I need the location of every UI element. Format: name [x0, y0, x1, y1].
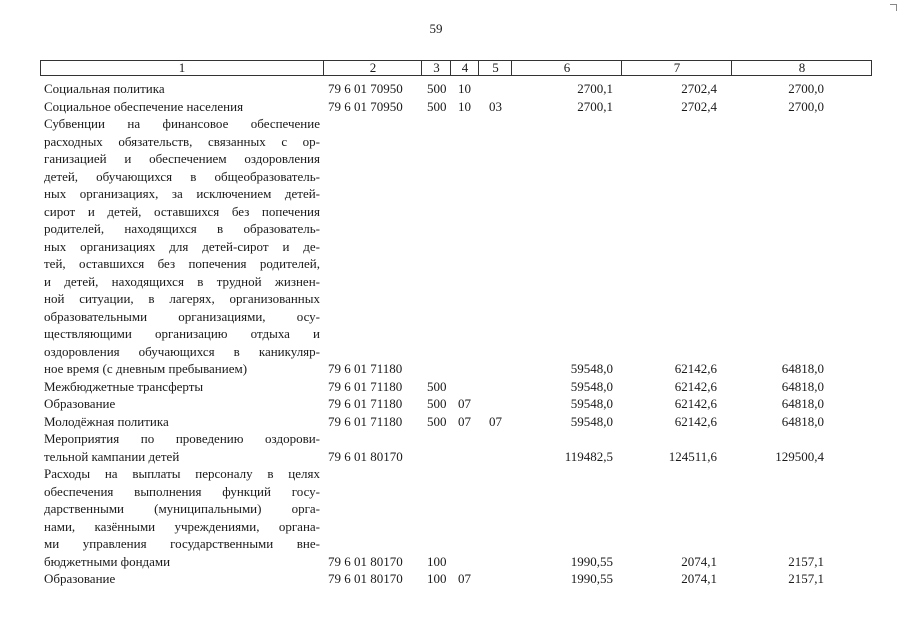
- description-line: Молодёжная политика: [44, 413, 169, 429]
- row-description: [44, 570, 320, 588]
- amount-col-8: 2700,0: [788, 81, 824, 96]
- budget-code: 79 6 01 80170: [328, 448, 403, 464]
- table-row: [0, 115, 905, 378]
- description-line: Социальное обеспечение населения: [44, 98, 244, 114]
- description-line: детей, обучающихся в общеобразователь-: [44, 168, 320, 184]
- section-code: 07: [458, 571, 471, 586]
- subsection-code: 03: [489, 98, 502, 114]
- expense-type-code: 500: [427, 396, 447, 411]
- corner-mark: [890, 4, 897, 11]
- header-col-3: 3: [421, 61, 451, 75]
- description-line: Расходы на выплаты персоналу в целях: [44, 466, 320, 481]
- budget-code: 79 6 01 70950: [328, 81, 403, 96]
- description-line: Образование: [44, 571, 116, 586]
- description-line: ми управления государственными вне-: [44, 536, 320, 551]
- amount-col-7: 62142,6: [674, 378, 717, 394]
- header-col-5: 5: [478, 61, 512, 75]
- expense-type-code: 500: [427, 378, 447, 394]
- amount-col-7: 62142,6: [674, 413, 717, 429]
- description-line: ное время (с дневным пребыванием): [44, 361, 248, 376]
- table-row: [0, 570, 905, 588]
- table-row: [0, 98, 905, 116]
- row-description: [44, 465, 320, 570]
- section-code: 10: [458, 98, 471, 114]
- expense-type-code: 500: [427, 81, 447, 96]
- expense-type-code: 100: [427, 571, 447, 586]
- subsection-code: 07: [489, 413, 502, 429]
- description-line: ной ситуации, в лагерях, организованных: [44, 291, 320, 306]
- amount-col-7: 2702,4: [681, 98, 717, 114]
- description-line: и детей, находящихся в трудной жизнен-: [44, 273, 320, 289]
- budget-code: 79 6 01 71180: [328, 361, 403, 376]
- description-line: сирот и детей, оставшихся без попечения: [44, 203, 320, 219]
- description-line: ществляющими организацию отдыха и: [44, 326, 320, 341]
- header-col-7: 7: [621, 61, 732, 75]
- amount-col-6: 119482,5: [564, 448, 613, 464]
- section-code: 07: [458, 413, 471, 429]
- header-col-4: 4: [450, 61, 479, 75]
- section-code: 07: [458, 396, 471, 411]
- amount-col-6: 1990,55: [570, 571, 613, 586]
- table-row: [0, 395, 905, 413]
- budget-code: 79 6 01 70950: [328, 98, 403, 114]
- description-line: Социальная политика: [44, 81, 165, 96]
- amount-col-8: 129500,4: [775, 448, 824, 464]
- description-line: нами, казёнными учреждениями, органа-: [44, 518, 320, 534]
- expense-type-code: 500: [427, 98, 447, 114]
- table-row: [0, 430, 905, 465]
- expense-type-code: 500: [427, 413, 447, 429]
- description-line: оздоровления обучающихся в каникуляр-: [44, 343, 320, 359]
- description-line: родителей, находящихся в образователь-: [44, 221, 320, 236]
- amount-col-8: 2157,1: [788, 571, 824, 586]
- table-body: [0, 80, 905, 588]
- description-line: образовательными организациями, осу-: [44, 308, 320, 324]
- row-description: [44, 395, 320, 413]
- page-number: 59: [429, 21, 443, 36]
- header-col-8: 8: [731, 61, 872, 75]
- amount-col-6: 1990,55: [570, 553, 613, 569]
- row-description: [44, 430, 320, 465]
- description-line: Межбюджетные трансферты: [44, 378, 204, 394]
- row-description: [44, 378, 320, 396]
- amount-col-7: 62142,6: [674, 396, 717, 411]
- header-col-2: 2: [323, 61, 422, 75]
- budget-code: 79 6 01 71180: [328, 396, 403, 411]
- description-line: дарственными (муниципальными) орга-: [44, 501, 320, 516]
- section-code: 10: [458, 81, 471, 96]
- amount-col-8: 64818,0: [781, 413, 824, 429]
- description-line: Субвенции на финансовое обеспечение: [44, 116, 320, 131]
- budget-code: 79 6 01 80170: [328, 571, 403, 586]
- description-line: обеспечения выполнения функций госу-: [44, 483, 320, 499]
- amount-col-7: 124511,6: [668, 448, 717, 464]
- expense-type-code: 100: [427, 553, 447, 569]
- budget-code: 79 6 01 71180: [328, 378, 403, 394]
- budget-code: 79 6 01 71180: [328, 413, 403, 429]
- table-row: [0, 80, 905, 98]
- row-description: [44, 80, 320, 98]
- amount-col-8: 64818,0: [781, 396, 824, 411]
- amount-col-8: 2700,0: [788, 98, 824, 114]
- amount-col-6: 59548,0: [570, 378, 613, 394]
- amount-col-6: 2700,1: [577, 81, 613, 96]
- amount-col-6: 59548,0: [570, 361, 613, 376]
- row-description: [44, 115, 320, 378]
- amount-col-7: 2702,4: [681, 81, 717, 96]
- description-line: бюджетными фондами: [44, 553, 171, 569]
- description-line: ных организациях, за исключением детей-: [44, 186, 320, 201]
- amount-col-8: 64818,0: [781, 378, 824, 394]
- budget-code: 79 6 01 80170: [328, 553, 403, 569]
- header-col-6: 6: [511, 61, 622, 75]
- description-line: тей, оставшихся без попечения родителей,: [44, 256, 320, 271]
- description-line: тельной кампании детей: [44, 448, 180, 464]
- table-row: [0, 413, 905, 431]
- header-col-1: 1: [178, 60, 186, 75]
- amount-col-8: 2157,1: [788, 553, 824, 569]
- table-row: [0, 378, 905, 396]
- description-line: Мероприятия по проведению оздорови-: [44, 431, 320, 446]
- amount-col-6: 59548,0: [570, 396, 613, 411]
- row-description: [44, 413, 320, 431]
- row-description: [44, 98, 320, 116]
- amount-col-7: 62142,6: [674, 361, 717, 376]
- description-line: расходных обязательств, связанных с ор-: [44, 133, 320, 149]
- amount-col-8: 64818,0: [781, 361, 824, 376]
- table-header: [40, 60, 872, 76]
- amount-col-7: 2074,1: [681, 553, 717, 569]
- description-line: ных организациях для детей-сирот и де-: [44, 238, 320, 254]
- table-row: [0, 465, 905, 570]
- description-line: ганизацией и обеспечением оздоровления: [44, 151, 320, 166]
- amount-col-7: 2074,1: [681, 571, 717, 586]
- amount-col-6: 59548,0: [570, 413, 613, 429]
- amount-col-6: 2700,1: [577, 98, 613, 114]
- description-line: Образование: [44, 396, 116, 411]
